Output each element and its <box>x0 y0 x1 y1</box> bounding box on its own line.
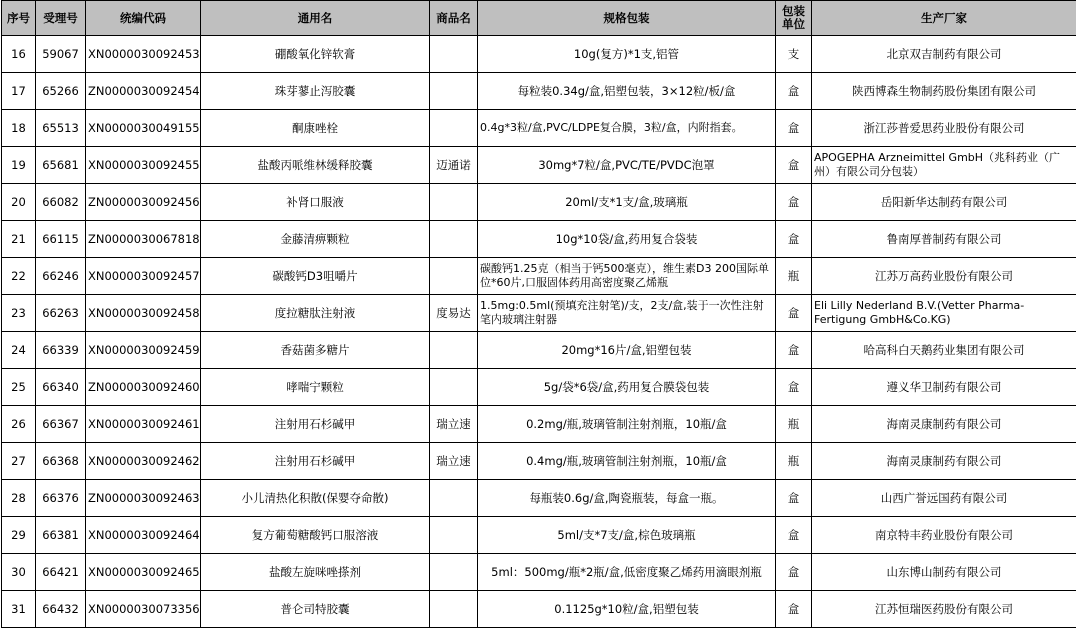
cell-no: 16 <box>2 36 36 73</box>
cell-spec: 5ml：500mg/瓶*2瓶/盒,低密度聚乙烯药用滴眼剂瓶 <box>478 554 776 591</box>
cell-manufacturer: 海南灵康制药有限公司 <box>812 443 1076 480</box>
table-row <box>2 369 1076 406</box>
cell-accept-no: 66381 <box>36 517 86 554</box>
cell-accept-no: 66432 <box>36 591 86 628</box>
cell-accept-no: 59067 <box>36 36 86 73</box>
table-row <box>2 36 1076 73</box>
cell-no: 22 <box>2 258 36 295</box>
cell-unit: 盒 <box>776 147 812 184</box>
cell-no: 30 <box>2 554 36 591</box>
cell-accept-no: 66263 <box>36 295 86 332</box>
cell-spec: 每瓶装0.6g/盒,陶瓷瓶装，每盒一瓶。 <box>478 480 776 517</box>
cell-spec: 30mg*7粒/盒,PVC/TE/PVDC泡罩 <box>478 147 776 184</box>
cell-code: XN0000030092458 <box>86 295 201 332</box>
cell-unit: 盒 <box>776 591 812 628</box>
table-row <box>2 332 1076 369</box>
cell-accept-no: 66368 <box>36 443 86 480</box>
table-row <box>2 295 1076 332</box>
drug-registry-table <box>1 0 1076 628</box>
cell-code: XN0000030092455 <box>86 147 201 184</box>
cell-unit: 支 <box>776 36 812 73</box>
cell-brand-name <box>430 221 478 258</box>
cell-unit: 盒 <box>776 517 812 554</box>
cell-unit: 盒 <box>776 221 812 258</box>
cell-manufacturer: 哈高科白天鹅药业集团有限公司 <box>812 332 1076 369</box>
header-accept-no: 受理号 <box>36 1 86 36</box>
cell-brand-name: 度易达 <box>430 295 478 332</box>
cell-code: XN0000030092459 <box>86 332 201 369</box>
table-row <box>2 480 1076 517</box>
cell-no: 29 <box>2 517 36 554</box>
cell-manufacturer: 遵义华卫制药有限公司 <box>812 369 1076 406</box>
table-row <box>2 221 1076 258</box>
cell-spec: 5g/袋*6袋/盒,药用复合膜袋包装 <box>478 369 776 406</box>
cell-manufacturer: 海南灵康制药有限公司 <box>812 406 1076 443</box>
cell-no: 28 <box>2 480 36 517</box>
cell-manufacturer: APOGEPHA Arzneimittel GmbH（兆科药业（广州）有限公司分包装） <box>812 147 1076 184</box>
cell-no: 25 <box>2 369 36 406</box>
cell-no: 24 <box>2 332 36 369</box>
table-row <box>2 554 1076 591</box>
cell-spec: 20ml/支*1支/盒,玻璃瓶 <box>478 184 776 221</box>
cell-accept-no: 66339 <box>36 332 86 369</box>
cell-generic-name: 小儿清热化积散(保婴夺命散) <box>201 480 430 517</box>
table-row <box>2 184 1076 221</box>
cell-manufacturer: 山西广誉远国药有限公司 <box>812 480 1076 517</box>
cell-brand-name <box>430 73 478 110</box>
cell-brand-name <box>430 591 478 628</box>
cell-spec: 10g*10袋/盒,药用复合袋装 <box>478 221 776 258</box>
header-unit: 包装单位 <box>776 1 812 36</box>
header-code: 统编代码 <box>86 1 201 36</box>
header-manufacturer: 生产厂家 <box>812 1 1076 36</box>
cell-brand-name <box>430 517 478 554</box>
cell-unit: 瓶 <box>776 406 812 443</box>
cell-unit: 盒 <box>776 332 812 369</box>
header-brand-name: 商品名 <box>430 1 478 36</box>
cell-code: XN0000030092453 <box>86 36 201 73</box>
cell-spec: 0.4mg/瓶,玻璃管制注射剂瓶，10瓶/盒 <box>478 443 776 480</box>
table-row <box>2 591 1076 628</box>
cell-no: 21 <box>2 221 36 258</box>
table-body <box>2 36 1076 628</box>
cell-code: ZN0000030092463 <box>86 480 201 517</box>
cell-generic-name: 酮康唑栓 <box>201 110 430 147</box>
cell-accept-no: 65681 <box>36 147 86 184</box>
cell-no: 27 <box>2 443 36 480</box>
cell-no: 26 <box>2 406 36 443</box>
cell-accept-no: 66367 <box>36 406 86 443</box>
cell-generic-name: 补肾口服液 <box>201 184 430 221</box>
cell-code: ZN0000030067818 <box>86 221 201 258</box>
table-row <box>2 517 1076 554</box>
cell-unit: 盒 <box>776 369 812 406</box>
cell-unit: 盒 <box>776 295 812 332</box>
cell-unit: 盒 <box>776 480 812 517</box>
cell-unit: 盒 <box>776 184 812 221</box>
cell-brand-name <box>430 184 478 221</box>
cell-manufacturer: 北京双吉制药有限公司 <box>812 36 1076 73</box>
cell-no: 20 <box>2 184 36 221</box>
cell-generic-name: 注射用石杉碱甲 <box>201 443 430 480</box>
table-header-row <box>2 1 1076 36</box>
cell-brand-name <box>430 480 478 517</box>
cell-manufacturer: 浙江莎普爱思药业股份有限公司 <box>812 110 1076 147</box>
cell-accept-no: 66421 <box>36 554 86 591</box>
cell-brand-name <box>430 258 478 295</box>
cell-spec: 0.2mg/瓶,玻璃管制注射剂瓶，10瓶/盒 <box>478 406 776 443</box>
cell-brand-name <box>430 110 478 147</box>
cell-spec: 碳酸钙1.25克（相当于钙500毫克），维生素D3 200国际单位*60片,口服固体药用高密度聚乙烯瓶 <box>478 258 776 295</box>
cell-manufacturer: 鲁南厚普制药有限公司 <box>812 221 1076 258</box>
cell-no: 23 <box>2 295 36 332</box>
cell-generic-name: 盐酸左旋咪唑搽剂 <box>201 554 430 591</box>
cell-spec: 1.5mg:0.5ml(预填充注射笔)/支，2支/盒,装于一次性注射笔内玻璃注射器 <box>478 295 776 332</box>
table-row <box>2 73 1076 110</box>
table-row <box>2 110 1076 147</box>
cell-manufacturer: 江苏万高药业股份有限公司 <box>812 258 1076 295</box>
cell-brand-name <box>430 332 478 369</box>
cell-generic-name: 注射用石杉碱甲 <box>201 406 430 443</box>
cell-manufacturer: 陕西博森生物制药股份集团有限公司 <box>812 73 1076 110</box>
cell-accept-no: 66082 <box>36 184 86 221</box>
cell-code: XN0000030092464 <box>86 517 201 554</box>
header-spec: 规格包装 <box>478 1 776 36</box>
cell-spec: 0.1125g*10粒/盒,铝塑包装 <box>478 591 776 628</box>
cell-spec: 10g(复方)*1支,铝管 <box>478 36 776 73</box>
cell-brand-name <box>430 36 478 73</box>
cell-no: 31 <box>2 591 36 628</box>
cell-generic-name: 碳酸钙D3咀嚼片 <box>201 258 430 295</box>
cell-code: XN0000030092457 <box>86 258 201 295</box>
table-row <box>2 258 1076 295</box>
cell-brand-name <box>430 369 478 406</box>
cell-generic-name: 硼酸氧化锌软膏 <box>201 36 430 73</box>
cell-code: XN0000030049155 <box>86 110 201 147</box>
cell-code: XN0000030092462 <box>86 443 201 480</box>
cell-generic-name: 盐酸丙哌维林缓释胶囊 <box>201 147 430 184</box>
cell-brand-name: 迈通诺 <box>430 147 478 184</box>
cell-unit: 瓶 <box>776 258 812 295</box>
header-generic-name: 通用名 <box>201 1 430 36</box>
cell-spec: 0.4g*3粒/盒,PVC/LDPE复合膜，3粒/盒，内附指套。 <box>478 110 776 147</box>
cell-brand-name: 瑞立速 <box>430 443 478 480</box>
cell-accept-no: 66246 <box>36 258 86 295</box>
cell-accept-no: 66115 <box>36 221 86 258</box>
cell-generic-name: 香菇菌多糖片 <box>201 332 430 369</box>
cell-generic-name: 度拉糖肽注射液 <box>201 295 430 332</box>
cell-generic-name: 哮喘宁颗粒 <box>201 369 430 406</box>
cell-code: ZN0000030092460 <box>86 369 201 406</box>
table-row <box>2 406 1076 443</box>
cell-unit: 盒 <box>776 554 812 591</box>
cell-code: XN0000030092461 <box>86 406 201 443</box>
cell-unit: 盒 <box>776 110 812 147</box>
cell-generic-name: 普仑司特胶囊 <box>201 591 430 628</box>
cell-manufacturer: 山东博山制药有限公司 <box>812 554 1076 591</box>
cell-accept-no: 66340 <box>36 369 86 406</box>
cell-unit: 瓶 <box>776 443 812 480</box>
cell-generic-name: 珠芽蓼止泻胶囊 <box>201 73 430 110</box>
cell-manufacturer: 南京特丰药业股份有限公司 <box>812 517 1076 554</box>
cell-spec: 5ml/支*7支/盒,棕色玻璃瓶 <box>478 517 776 554</box>
cell-spec: 每粒装0.34g/盒,铝塑包装，3×12粒/板/盒 <box>478 73 776 110</box>
table-row <box>2 443 1076 480</box>
cell-unit: 盒 <box>776 73 812 110</box>
cell-spec: 20mg*16片/盒,铝塑包装 <box>478 332 776 369</box>
cell-code: XN0000030073356 <box>86 591 201 628</box>
cell-accept-no: 66376 <box>36 480 86 517</box>
cell-accept-no: 65513 <box>36 110 86 147</box>
header-no: 序号 <box>2 1 36 36</box>
cell-generic-name: 金藤清痹颗粒 <box>201 221 430 258</box>
table-row <box>2 147 1076 184</box>
cell-brand-name: 瑞立速 <box>430 406 478 443</box>
cell-code: ZN0000030092456 <box>86 184 201 221</box>
cell-no: 19 <box>2 147 36 184</box>
cell-manufacturer: 岳阳新华达制药有限公司 <box>812 184 1076 221</box>
cell-no: 18 <box>2 110 36 147</box>
cell-no: 17 <box>2 73 36 110</box>
cell-generic-name: 复方葡萄糖酸钙口服溶液 <box>201 517 430 554</box>
cell-accept-no: 65266 <box>36 73 86 110</box>
cell-code: ZN0000030092454 <box>86 73 201 110</box>
cell-code: XN0000030092465 <box>86 554 201 591</box>
cell-brand-name <box>430 554 478 591</box>
cell-manufacturer: Eli Lilly Nederland B.V.(Vetter Pharma-Fertigung GmbH&Co.KG) <box>812 295 1076 332</box>
cell-manufacturer: 江苏恒瑞医药股份有限公司 <box>812 591 1076 628</box>
